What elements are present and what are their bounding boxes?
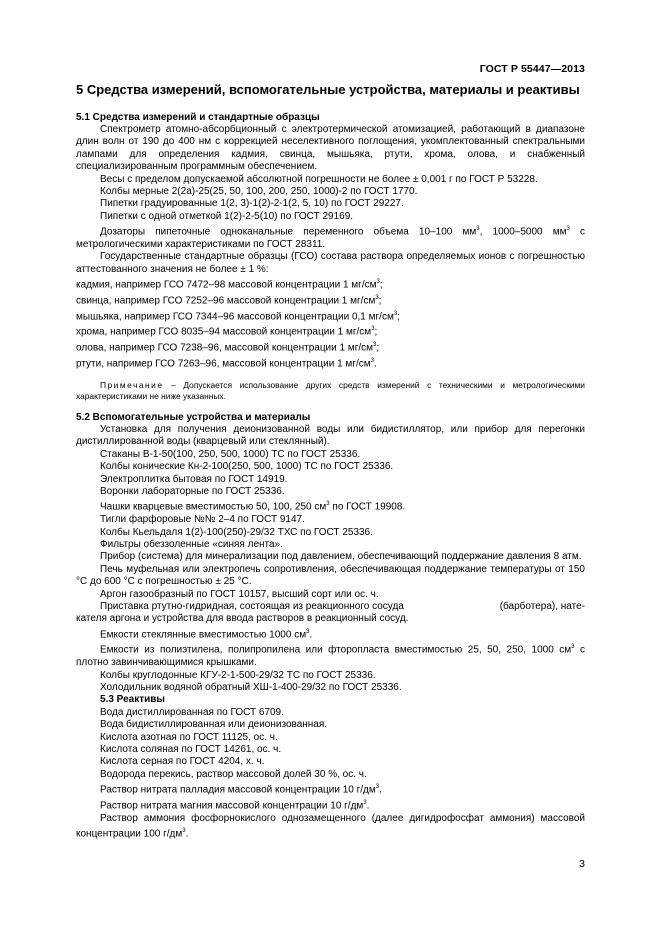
superscript: 3	[566, 226, 570, 233]
list-item	[76, 355, 585, 371]
superscript: 3	[326, 501, 330, 508]
list-item-glass-containers	[76, 626, 585, 642]
bubbler-text-c: кателя аргона и устройства для ввода растворов в реакционный сосуд.	[76, 613, 409, 625]
dispensers-text-c: с метрологическими характеристиками по ГОСТ 28311.	[76, 226, 586, 250]
dishes-text-b: по ГОСТ 19908.	[329, 501, 406, 513]
section-5-title: 5 Средства измерений, вспомогательные устройства, материалы и реактивы	[76, 82, 580, 97]
gso-mercury: ртути, например ГСО 7263–96, массовой концентрации 1 мг/см	[76, 358, 371, 370]
list-item	[76, 308, 585, 324]
superscript: 3	[376, 279, 380, 286]
bubbler-line-1	[76, 601, 585, 613]
paragraph-scales: Весы с пределом допускаемой абсолютной погрешности не более ± 0,001 г по ГОСТ Р 53228.	[100, 173, 538, 185]
gso-lead: свинца, например ГСО 7252–96 массовой концентрации 1 мг/см	[76, 295, 376, 307]
superscript: 3	[306, 628, 310, 635]
punctuation: .	[373, 358, 377, 370]
page-number: 3	[579, 858, 585, 870]
ammonium-text: Раствор аммония фосфорнокислого однозамещенного (далее дигидрофосфат аммония) массовой концентрации 100 г/дм	[76, 812, 585, 840]
subsection-5-3-title: 5.3 Реактивы	[100, 694, 165, 706]
subsection-5-2-title: 5.2 Вспомогательные устройства и материалы	[76, 411, 311, 423]
superscript: 3	[373, 342, 377, 349]
list-item-poly-containers	[76, 641, 585, 669]
poly-text-a: Емкости из полиэтилена, полипропилена или фторопласта вместимостью 25, 50, 250, 1000 см	[100, 644, 572, 656]
paragraph-pipettes-single: Пипетки с одной отметкой 1(2)-2-5(10) по ГОСТ 29169.	[100, 210, 354, 222]
bubbler-text-a: Приставка ртутно-гидридная, состоящая из реакционного сосуда	[100, 600, 404, 612]
superscript: 3	[476, 226, 480, 233]
punctuation: ;	[376, 342, 380, 354]
list-item: Аргон газообразный по ГОСТ 10157, высший сорт или ос. ч.	[100, 588, 379, 600]
dispensers-text-b: , 1000–5000 мм	[479, 226, 567, 238]
list-item	[76, 323, 585, 339]
gso-arsenic: мышьяка, например ГСО 7344–96 массовой концентрации 0,1 мг/см	[76, 310, 394, 322]
superscript: 3	[375, 784, 380, 791]
gso-chromium: хрома, например ГСО 8035–94 массовой концентрации 1 мг/см	[76, 326, 372, 338]
list-item-mercury-attachment	[76, 601, 585, 626]
document-code: ГОСТ Р 55447—2013	[479, 63, 585, 75]
palladium-text: Раствор нитрата палладия массовой концентрации 10 г/дм	[100, 784, 376, 796]
list-item: Электроплитка бытовая по ГОСТ 14919.	[100, 473, 288, 485]
paragraph-spectrometer: Спектрометр атомно-абсорбционный с электротермической атомизацией, работающий в диапазоне длин волн от 190 до 400 нм с коррекцией неселективного поглощения, укомплектованный спектральными лампами для определения кадмия, свинца, мышьяка, ртути, хрома, олова, и снабженный специализированным программным обеспечением.	[76, 123, 585, 173]
document-body	[76, 82, 585, 841]
list-item: Колбы Кьельдаля 1(2)-100(250)-29/32 ТХС по ГОСТ 25336.	[100, 526, 373, 538]
list-item	[76, 339, 585, 355]
list-item: Воронки лабораторные по ГОСТ 25336.	[100, 485, 285, 497]
list-item-magnesium	[76, 797, 585, 813]
punctuation: ;	[374, 326, 378, 338]
superscript: 3	[363, 800, 367, 807]
superscript: 3	[393, 310, 398, 317]
list-item: Вода дистиллированная по ГОСТ 6709.	[100, 706, 284, 718]
list-item: Кислота серная по ГОСТ 4204, х. ч.	[100, 756, 265, 768]
list-item: Тигли фарфоровые №№ 2–4 по ГОСТ 9147.	[100, 514, 305, 526]
superscript: 3	[371, 326, 375, 333]
list-item: Кислота азотная по ГОСТ 11125, ос. ч.	[100, 731, 278, 743]
list-item: Колбы конические Кн-2-100(250, 500, 1000) ТС по ГОСТ 25336.	[100, 461, 394, 473]
superscript: 3	[182, 828, 186, 835]
poly-text-b: с плотно завинчивающимися крышками.	[76, 644, 585, 669]
paragraph-flasks: Колбы мерные 2(2а)-25(25, 50, 100, 200, 250, 1000)-2 по ГОСТ 1770.	[100, 185, 418, 197]
list-item: Водорода перекись, раствор массовой долей 30 %, ос. ч.	[100, 768, 367, 780]
list-item: Печь муфельная или электропечь сопротивления, обеспечивающая поддержание температуры от 150 °С до 600 °С с погрешностью ± 25 °С.	[76, 563, 585, 588]
glass-text: Емкости стеклянные вместимостью 1000 см	[100, 629, 307, 641]
punctuation: .	[379, 784, 382, 796]
note-text: – Допускается использование других средств измерений с техническими и метрологическими характеристиками не ниже указанных.	[76, 379, 585, 401]
bubbler-text-b: (барботера), нате-	[499, 600, 585, 612]
punctuation: .	[185, 828, 189, 840]
list-item-palladium	[76, 781, 585, 797]
list-item: Колбы круглодонные КГУ-2-1-500-29/32 ТС по ГОСТ 25336.	[100, 669, 376, 681]
punctuation: ;	[378, 295, 382, 307]
punctuation: ;	[379, 279, 383, 291]
list-item	[76, 276, 585, 292]
list-item-quartz-dishes	[76, 498, 585, 514]
dispensers-text-a: Дозаторы пипеточные одноканальные переменного объема 10–100 мм	[100, 226, 477, 238]
list-item: Холодильник водяной обратный ХШ-1-400-29/32 по ГОСТ 25336.	[100, 682, 402, 694]
note-label: Примечание	[100, 379, 164, 390]
paragraph-gso: Государственные стандартные образцы (ГСО) состава раствора определяемых ионов с погрешностью аттестованного значения не более ± 1 %:	[76, 251, 585, 275]
list-item: Вода бидистиллированная или деионизованная.	[100, 719, 328, 731]
punctuation: ;	[397, 310, 400, 322]
magnesium-text: Раствор нитрата магния массовой концентрации 10 г/дм	[100, 800, 364, 812]
superscript: 3	[571, 644, 575, 651]
dishes-text-a: Чашки кварцевые вместимостью 50, 100, 250 см	[100, 501, 327, 513]
note	[76, 380, 585, 402]
list-item: Фильтры обеззоленные «синяя лента».	[100, 538, 283, 550]
list-item: Прибор (система) для минерализации под давлением, обеспечивающий поддержание давления 8 атм.	[100, 551, 582, 563]
paragraph-pipettes-graduated: Пипетки градуированные 1(2, 3)-1(2)-2-1(2, 5, 10) по ГОСТ 29227.	[100, 198, 404, 210]
list-item	[76, 292, 585, 308]
list-item: Установка для получения деионизованной воды или бидистиллятор, или прибор для перегонки дистиллированной воды (кварцевый или стеклянный).	[76, 423, 585, 448]
paragraph-dispensers	[76, 223, 585, 251]
list-item-ammonium	[76, 813, 585, 841]
punctuation: .	[366, 800, 370, 812]
superscript: 3	[370, 357, 374, 364]
gso-tin: олова, например ГСО 7238–96, массовой концентрации 1 мг/см	[76, 342, 374, 354]
subsection-5-1-title: 5.1 Средства измерений и стандартные образцы	[76, 111, 320, 123]
gso-cadmium: кадмия, например ГСО 7472–98 массовой концентрации 1 мг/см	[76, 279, 377, 291]
punctuation: .	[309, 629, 313, 641]
superscript: 3	[375, 294, 379, 301]
list-item: Кислота соляная по ГОСТ 14261, ос. ч.	[100, 744, 282, 756]
list-item: Стаканы В-1-50(100, 250, 500, 1000) ТС по ГОСТ 25336.	[100, 448, 361, 460]
gso-list	[76, 276, 585, 370]
